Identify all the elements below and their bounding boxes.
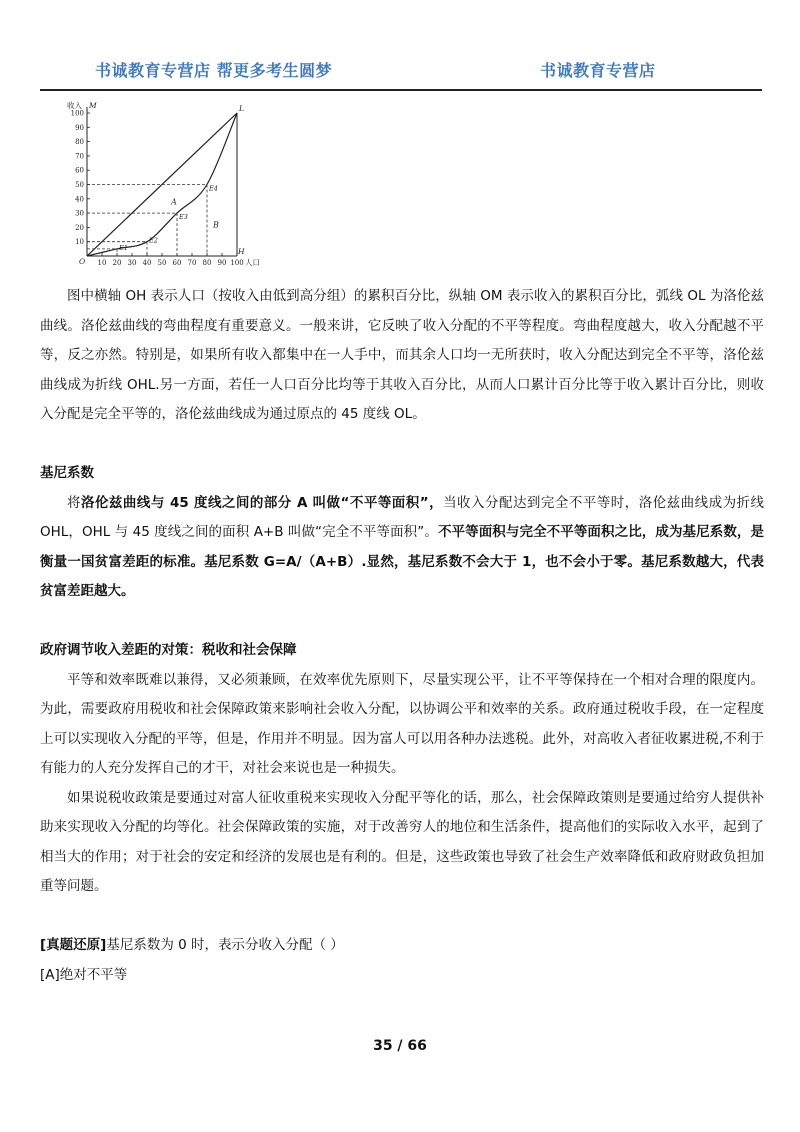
paragraph-gini xyxy=(40,489,764,607)
x-tick-label: 60 xyxy=(172,259,182,267)
y-tick-label: 70 xyxy=(75,152,84,161)
x-tick-label: 30 xyxy=(127,259,137,267)
heading-gini: 基尼系数 xyxy=(40,465,94,481)
point-l-label: L xyxy=(239,104,244,113)
y-tick-label: 60 xyxy=(75,166,84,175)
y-tick-label: 40 xyxy=(75,195,84,204)
page-number: 35 / 66 xyxy=(373,1038,427,1054)
paragraph-tax: 平等和效率既难以兼得，又必须兼顾，在效率优先原则下，尽量实现公平，让不平等保持在一个相对合理的限度内。为此，需要政府用税收和社会保障政策来影响社会收入分配，以协调公平和效率的关系。政府通过税收手段，在一定程度上可以实现收入分配的平等，但是，作用并不明显。因为富人可以用各种办法逃税。此外，对高收入者征收累进税,不利于有能力的人充分发挥自己的才干，对社会来说也是一种损失。 xyxy=(40,671,764,776)
y-tick-label: 100 xyxy=(70,109,84,118)
question xyxy=(40,931,764,961)
heading-policy: 政府调节收入差距的对策：税收和社会保障 xyxy=(40,642,297,658)
y-tick-label: 90 xyxy=(75,123,84,132)
point-e4-label: E4 xyxy=(209,184,218,193)
y-tick-label: 50 xyxy=(75,181,84,189)
point-o-label: O xyxy=(79,257,86,266)
document-body xyxy=(40,282,764,990)
lorenz-curve-chart xyxy=(60,96,280,274)
y-tick-label: 10 xyxy=(75,238,84,247)
text-span: 当收入分配达到完全不平等时，洛伦兹曲线成为折线 OHL，OHL 与 45 度线之间的面积 A+B 叫做“完全不平等面积”。 xyxy=(40,494,765,540)
point-m-label: M xyxy=(89,101,97,110)
question-text: 基尼系数为 0 时，表示分收入分配（ ） xyxy=(106,937,344,953)
x-tick-label: 50 xyxy=(157,259,167,267)
bold-span: 洛伦兹曲线与 45 度线之间的部分 A 叫做“不平等面积”， xyxy=(80,494,444,511)
x-tick-label: 40 xyxy=(142,259,152,267)
x-tick-label: 80 xyxy=(202,259,212,267)
point-e2-label: E2 xyxy=(149,236,158,245)
point-h-label: H xyxy=(238,247,245,256)
y-tick-label: 30 xyxy=(75,209,84,218)
paragraph-lorenz: 图中横轴 OH 表示人口（按收入由低到高分组）的累积百分比，纵轴 OM 表示收入的累积百分比，弧线 OL 为洛伦兹曲线。洛伦兹曲线的弯曲程度有重要意义。一般来讲，它反映了收入分配的不平等程度。弯曲程度越大，收入分配越不平等，反之亦然。特别是，如果所有收入都集中在一人手中，而其余人口均一无所获时，收入分配达到完全不平等，洛伦兹曲线成为折线 OHL.另一方面，若任一人口百分比均等于其收入百分比，从而人口累计百分比等于收入累计百分比，则收入分配是完全平等的，洛伦兹曲线成为通过原点的 45 度线 OL。 xyxy=(40,288,764,422)
bold-span: 不平等面积与完全不平等面积之比，成为基尼系数，是衡量一国贫富差距的标准。基尼系数 G=A/（A+B）.显然，基尼系数不会大于 1，也不会小于零。基尼系数越大，代表贫富差距越大。 xyxy=(40,524,765,599)
x-axis-title: 人口 xyxy=(245,258,260,267)
x-tick-label: 20 xyxy=(112,259,122,267)
x-tick-label: 10 xyxy=(97,259,107,267)
point-e3-label: E3 xyxy=(179,213,188,222)
header-left-text: 书诚教育专营店 帮更多考生圆梦 xyxy=(95,61,333,80)
paragraph-social-security: 如果说税收政策是要通过对富人征收重税来实现收入分配平等化的话，那么，社会保障政策则是要通过给穷人提供补助来实现收入分配的均等化。社会保障政策的实施，对于改善穷人的地位和生活条件，提高他们的实际收入水平，起到了相当大的作用；对于社会的安定和经济的发展也是有利的。但是，这些政策也导致了社会生产效率降低和政府财政负担加重等问题。 xyxy=(40,789,764,894)
x-tick-label: 70 xyxy=(187,259,197,267)
page-header xyxy=(0,0,800,92)
question-tag: [真题还原] xyxy=(40,937,107,953)
point-e1-label: E1 xyxy=(119,243,128,252)
x-tick-label: 90 xyxy=(217,259,227,267)
region-a-label: A xyxy=(171,197,177,207)
option-a: [A]绝对不平等 xyxy=(40,966,128,983)
header-rule xyxy=(40,89,762,91)
region-b-label: B xyxy=(213,220,219,230)
y-tick-label: 20 xyxy=(75,223,84,232)
text-span: 将 xyxy=(67,494,81,511)
y-axis-title: 收入 xyxy=(67,101,82,110)
x-tick-label: 100 xyxy=(230,259,244,267)
header-right-text: 书诚教育专营店 xyxy=(540,61,656,80)
y-tick-label: 80 xyxy=(75,138,84,147)
